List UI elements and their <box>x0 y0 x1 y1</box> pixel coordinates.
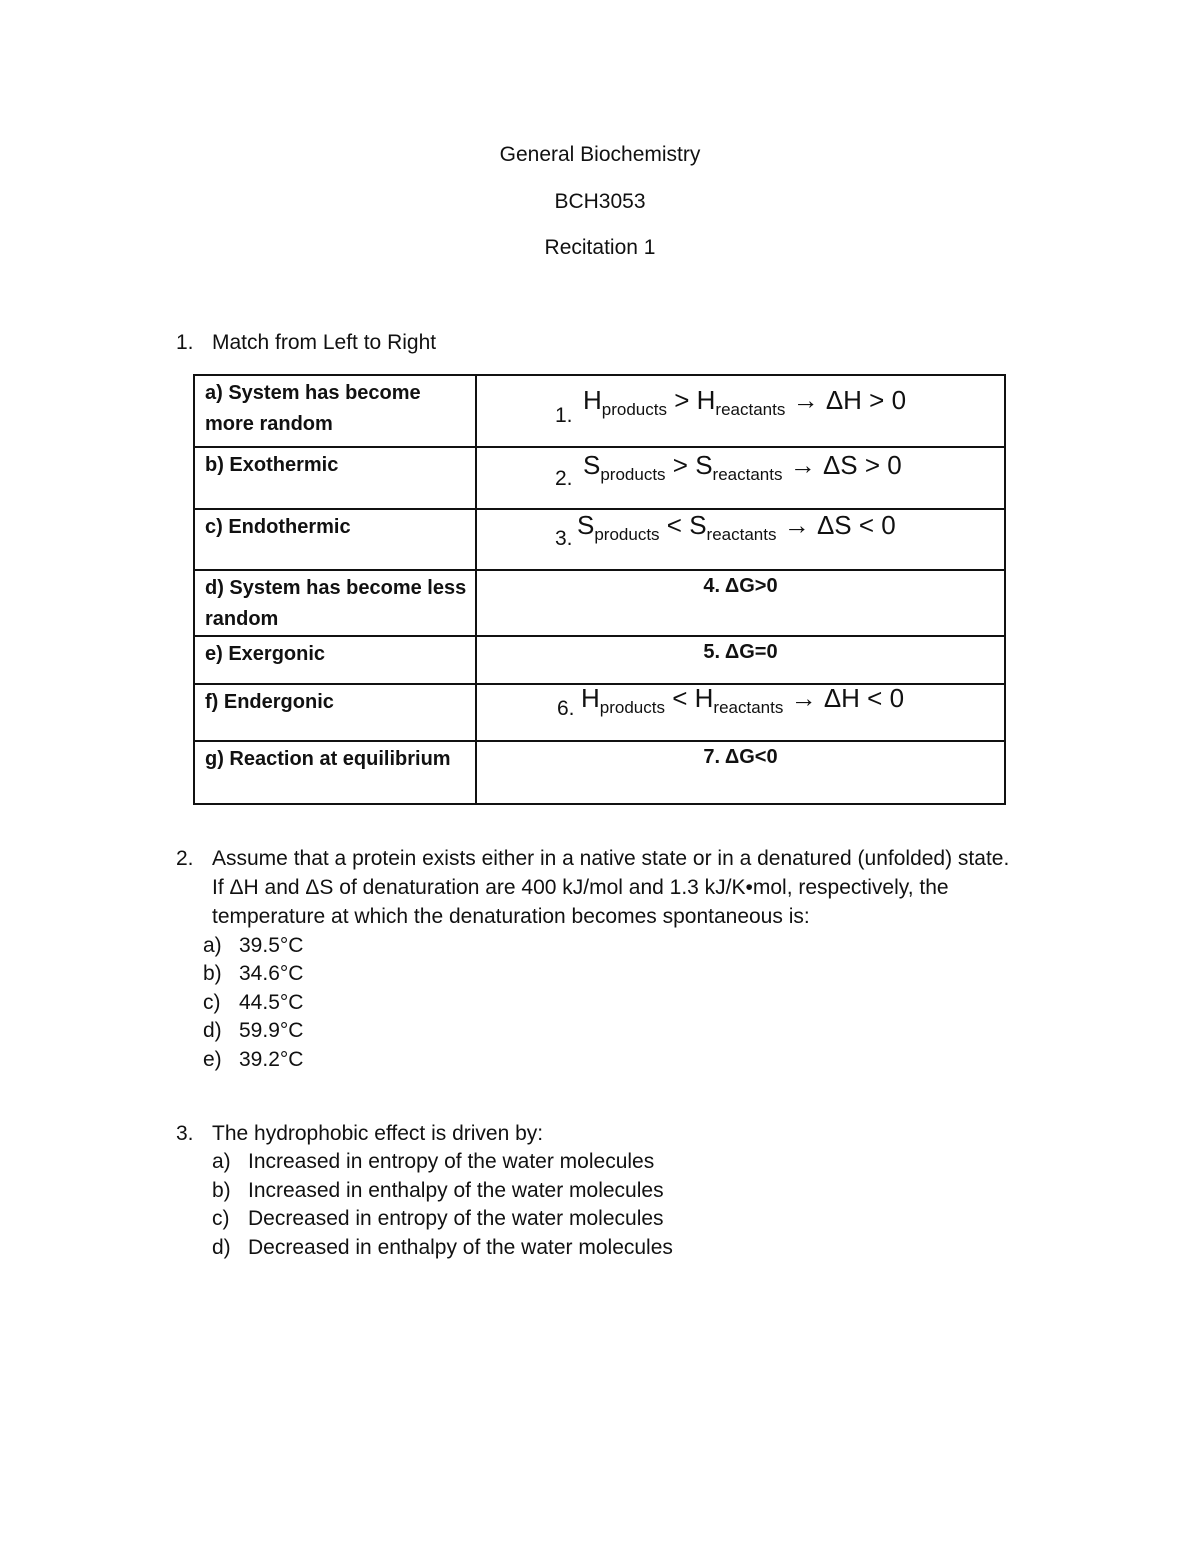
delta-g-item: 5. ΔG=0 <box>703 641 778 663</box>
enthalpy-equation: $H_{products} < H_{reactants} \to \Delta H < 0$ <box>581 683 905 717</box>
q2-line: temperature at which the denaturation becomes spontaneous is: <box>212 905 810 928</box>
eq-number: 1. <box>555 404 573 427</box>
option-label: c) <box>212 1207 230 1230</box>
answer-option <box>212 1179 664 1203</box>
right-item <box>476 375 1005 447</box>
table-row <box>194 447 1005 509</box>
course-code: BCH3053 <box>554 190 646 213</box>
option-label: a) <box>203 934 222 957</box>
left-item: e) Exergonic <box>194 636 476 684</box>
answer-option <box>212 1207 664 1231</box>
option-label: a) <box>212 1150 231 1173</box>
table-row <box>194 375 1005 447</box>
option-text: 59.9°C <box>239 1019 304 1042</box>
right-item <box>476 570 1005 636</box>
answer-option <box>203 962 303 986</box>
delta-g-item: 7. ΔG<0 <box>703 746 778 768</box>
table-row <box>194 741 1005 804</box>
option-label: d) <box>212 1236 231 1259</box>
recitation-title: Recitation 1 <box>544 236 656 259</box>
option-text: Decreased in enthalpy of the water molecules <box>248 1236 673 1259</box>
option-label: d) <box>203 1019 222 1042</box>
table-row <box>194 636 1005 684</box>
left-item: d) System has become less random <box>194 570 476 636</box>
right-item <box>476 636 1005 684</box>
left-item: g) Reaction at equilibrium <box>194 741 476 804</box>
answer-option <box>203 1019 303 1043</box>
enthalpy-equation: $H_{products} > H_{reactants} \to \Delta H > 0$ <box>583 385 907 419</box>
q3-number: 3. <box>176 1122 194 1145</box>
option-label: e) <box>203 1048 222 1071</box>
option-label: c) <box>203 991 221 1014</box>
entropy-equation: $S_{products} < S_{reactants} \to \Delta S < 0$ <box>577 510 896 544</box>
eq-number: 6. <box>557 697 575 720</box>
option-text: Increased in entropy of the water molecules <box>248 1150 655 1173</box>
answer-option <box>212 1236 673 1260</box>
q2-line: Assume that a protein exists either in a native state or in a denatured (unfolded) state. <box>212 847 1010 870</box>
eq-number: 3. <box>555 527 573 550</box>
answer-option <box>212 1150 654 1174</box>
delta-g-item: 4. ΔG>0 <box>703 575 778 597</box>
right-item <box>476 509 1005 570</box>
course-title: General Biochemistry <box>499 143 701 166</box>
q1-prompt: Match from Left to Right <box>212 331 437 354</box>
entropy-equation: $S_{products} > S_{reactants} \to \Delta S > 0$ <box>583 450 902 484</box>
option-text: 34.6°C <box>239 962 304 985</box>
answer-option <box>203 1048 303 1072</box>
eq-number: 2. <box>555 467 573 490</box>
right-item <box>476 741 1005 804</box>
left-item: b) Exothermic <box>194 447 476 509</box>
q2-number: 2. <box>176 847 194 870</box>
left-item: a) System has become more random <box>194 375 476 447</box>
option-label: b) <box>203 962 222 985</box>
table-row <box>194 570 1005 636</box>
option-text: Increased in enthalpy of the water molecules <box>248 1179 664 1202</box>
option-text: 39.5°C <box>239 934 304 957</box>
option-label: b) <box>212 1179 231 1202</box>
right-item <box>476 447 1005 509</box>
right-item <box>476 684 1005 741</box>
left-item: c) Endothermic <box>194 509 476 570</box>
table-row <box>194 684 1005 741</box>
q2-line: If ΔH and ΔS of denaturation are 400 kJ/mol and 1.3 kJ/K•mol, respectively, the <box>212 876 949 899</box>
option-text: 44.5°C <box>239 991 304 1014</box>
answer-option <box>203 934 303 958</box>
q1-number: 1. <box>176 331 194 354</box>
answer-option <box>203 991 303 1015</box>
q3-prompt: The hydrophobic effect is driven by: <box>212 1122 544 1145</box>
left-item: f) Endergonic <box>194 684 476 741</box>
option-text: 39.2°C <box>239 1048 304 1071</box>
option-text: Decreased in entropy of the water molecules <box>248 1207 664 1230</box>
table-row <box>194 509 1005 570</box>
matching-table <box>193 374 1006 805</box>
